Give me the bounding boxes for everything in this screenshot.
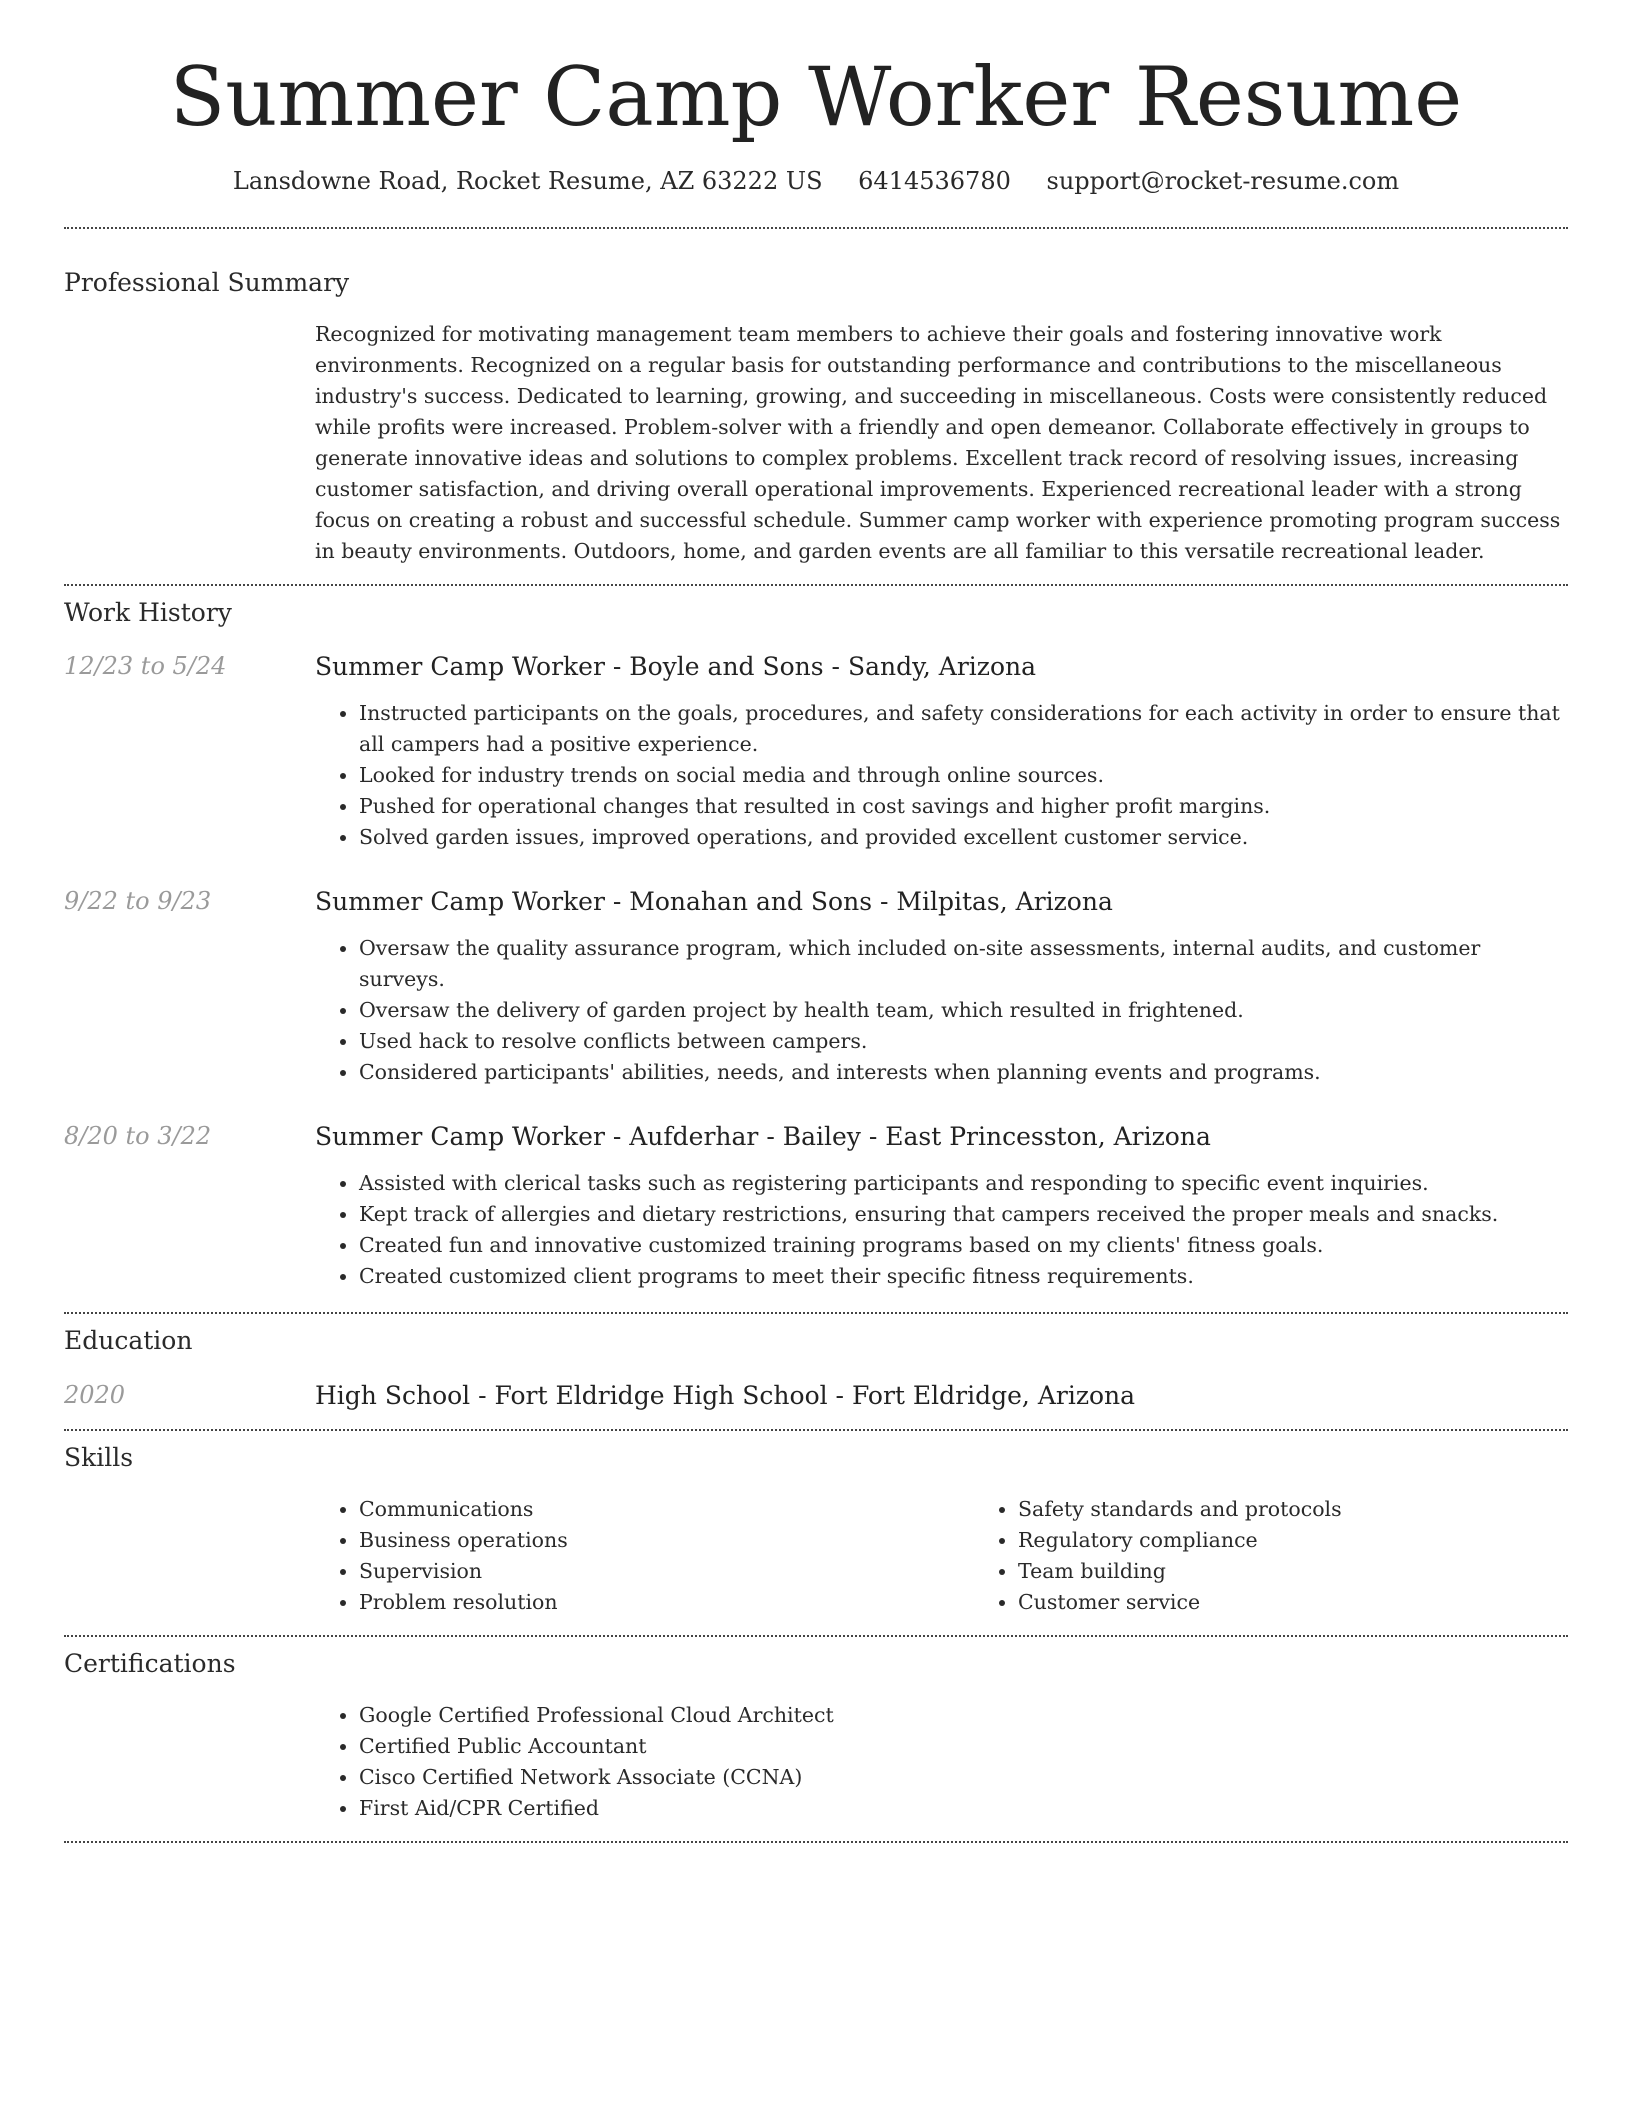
- list-item: • Customer service: [1018, 1587, 1632, 1618]
- list-item: • Pushed for operational changes that resulted in cost savings and higher profit margins.: [359, 791, 1568, 822]
- skills-list-left: [315, 1494, 974, 1618]
- certifications-list: [315, 1700, 1568, 1824]
- divider: [64, 584, 1568, 586]
- job-bullets: [315, 1168, 1568, 1292]
- job-dates: 8/20 to 3/22: [64, 1122, 212, 1151]
- divider: [64, 1635, 1568, 1637]
- job-title: Summer Camp Worker - Monahan and Sons - Milpitas, Arizona: [315, 887, 1113, 917]
- section-title-skills: Skills: [64, 1443, 134, 1473]
- list-item: • Communications: [359, 1494, 974, 1525]
- job-bullets: [315, 933, 1568, 1088]
- job-title: Summer Camp Worker - Boyle and Sons - Sandy, Arizona: [315, 652, 1037, 682]
- list-item: • Looked for industry trends on social media and through online sources.: [359, 760, 1568, 791]
- section-title-work: Work History: [64, 598, 232, 628]
- job-dates: 9/22 to 9/23: [64, 887, 212, 916]
- job-entry: [64, 887, 1568, 1088]
- skills-row: [64, 1494, 1568, 1618]
- divider: [64, 1312, 1568, 1314]
- skills-spacer: [64, 1494, 315, 1618]
- contact-address: Lansdowne Road, Rocket Resume, AZ 63222 US: [232, 167, 823, 196]
- summary-row: [64, 319, 1568, 567]
- list-item: • Assisted with clerical tasks such as registering participants and responding to specific event inquiries.: [359, 1168, 1568, 1199]
- list-item: • Kept track of allergies and dietary restrictions, ensuring that campers received the proper meals and snacks.: [359, 1199, 1568, 1230]
- certifications-row: [64, 1700, 1568, 1824]
- list-item: • Supervision: [359, 1556, 974, 1587]
- list-item: • Regulatory compliance: [1018, 1525, 1632, 1556]
- job-dates: 12/23 to 5/24: [64, 652, 227, 681]
- list-item: • Oversaw the delivery of garden project by health team, which resulted in frightened.: [359, 995, 1568, 1026]
- contact-phone: 6414536780: [858, 167, 1011, 196]
- contact-email: support@rocket-resume.com: [1046, 167, 1400, 196]
- list-item: • Certified Public Accountant: [359, 1731, 1568, 1762]
- list-item: • Oversaw the quality assurance program, which included on-site assessments, internal audits, and customer surveys.: [359, 933, 1568, 995]
- job-entry: [64, 1122, 1568, 1292]
- list-item: • Considered participants' abilities, needs, and interests when planning events and programs.: [359, 1057, 1568, 1088]
- list-item: • Team building: [1018, 1556, 1632, 1587]
- divider: [64, 1841, 1568, 1843]
- list-item: • Instructed participants on the goals, procedures, and safety considerations for each activity in order to ensure that all campers had a positive experience.: [359, 698, 1568, 760]
- education-entry: [64, 1381, 1568, 1411]
- job-bullets: [315, 698, 1568, 853]
- education-year: 2020: [64, 1381, 126, 1410]
- contact-line: [64, 167, 1568, 195]
- summary-text: Recognized for motivating management team members to achieve their goals and fostering innovative work environments. Recognized on a regular basis for outstanding performance and contributions to the miscellaneous industry's success. Dedicated to learning, growing, and succeeding in miscellaneous. Costs were consistently reduced while profits were increased. Problem-solver with a friendly and open demeanor. Collaborate effectively in groups to generate innovative ideas and solutions to complex problems. Excellent track record of resolving issues, increasing customer satisfaction, and driving overall operational improvements. Experienced recreational leader with a strong focus on creating a robust and successful schedule. Summer camp worker with experience promoting program success in beauty environments. Outdoors, home, and garden events are all familiar to this versatile recreational leader.: [315, 322, 1561, 564]
- job-entry: [64, 652, 1568, 853]
- skills-list-right: [974, 1494, 1632, 1618]
- resume-title: Summer Camp Worker Resume: [169, 51, 1463, 145]
- divider: [64, 227, 1568, 229]
- job-title: Summer Camp Worker - Aufderhar - Bailey - East Princesston, Arizona: [315, 1122, 1211, 1152]
- list-item: • Created fun and innovative customized training programs based on my clients' fitness goals.: [359, 1230, 1568, 1261]
- certifications-spacer: [64, 1700, 315, 1824]
- education-title: High School - Fort Eldridge High School - Fort Eldridge, Arizona: [315, 1381, 1136, 1411]
- section-title-summary: Professional Summary: [64, 268, 350, 298]
- list-item: • First Aid/CPR Certified: [359, 1793, 1568, 1824]
- list-item: • Cisco Certified Network Associate (CCNA): [359, 1762, 1568, 1793]
- list-item: • Safety standards and protocols: [1018, 1494, 1632, 1525]
- summary-spacer: [64, 319, 315, 567]
- divider: [64, 1429, 1568, 1431]
- section-title-education: Education: [64, 1326, 193, 1356]
- list-item: • Business operations: [359, 1525, 974, 1556]
- list-item: • Google Certified Professional Cloud Architect: [359, 1700, 1568, 1731]
- list-item: • Used hack to resolve conflicts between campers.: [359, 1026, 1568, 1057]
- list-item: • Created customized client programs to meet their specific fitness requirements.: [359, 1261, 1568, 1292]
- list-item: • Problem resolution: [359, 1587, 974, 1618]
- list-item: • Solved garden issues, improved operations, and provided excellent customer service.: [359, 822, 1568, 853]
- section-title-certifications: Certifications: [64, 1649, 236, 1679]
